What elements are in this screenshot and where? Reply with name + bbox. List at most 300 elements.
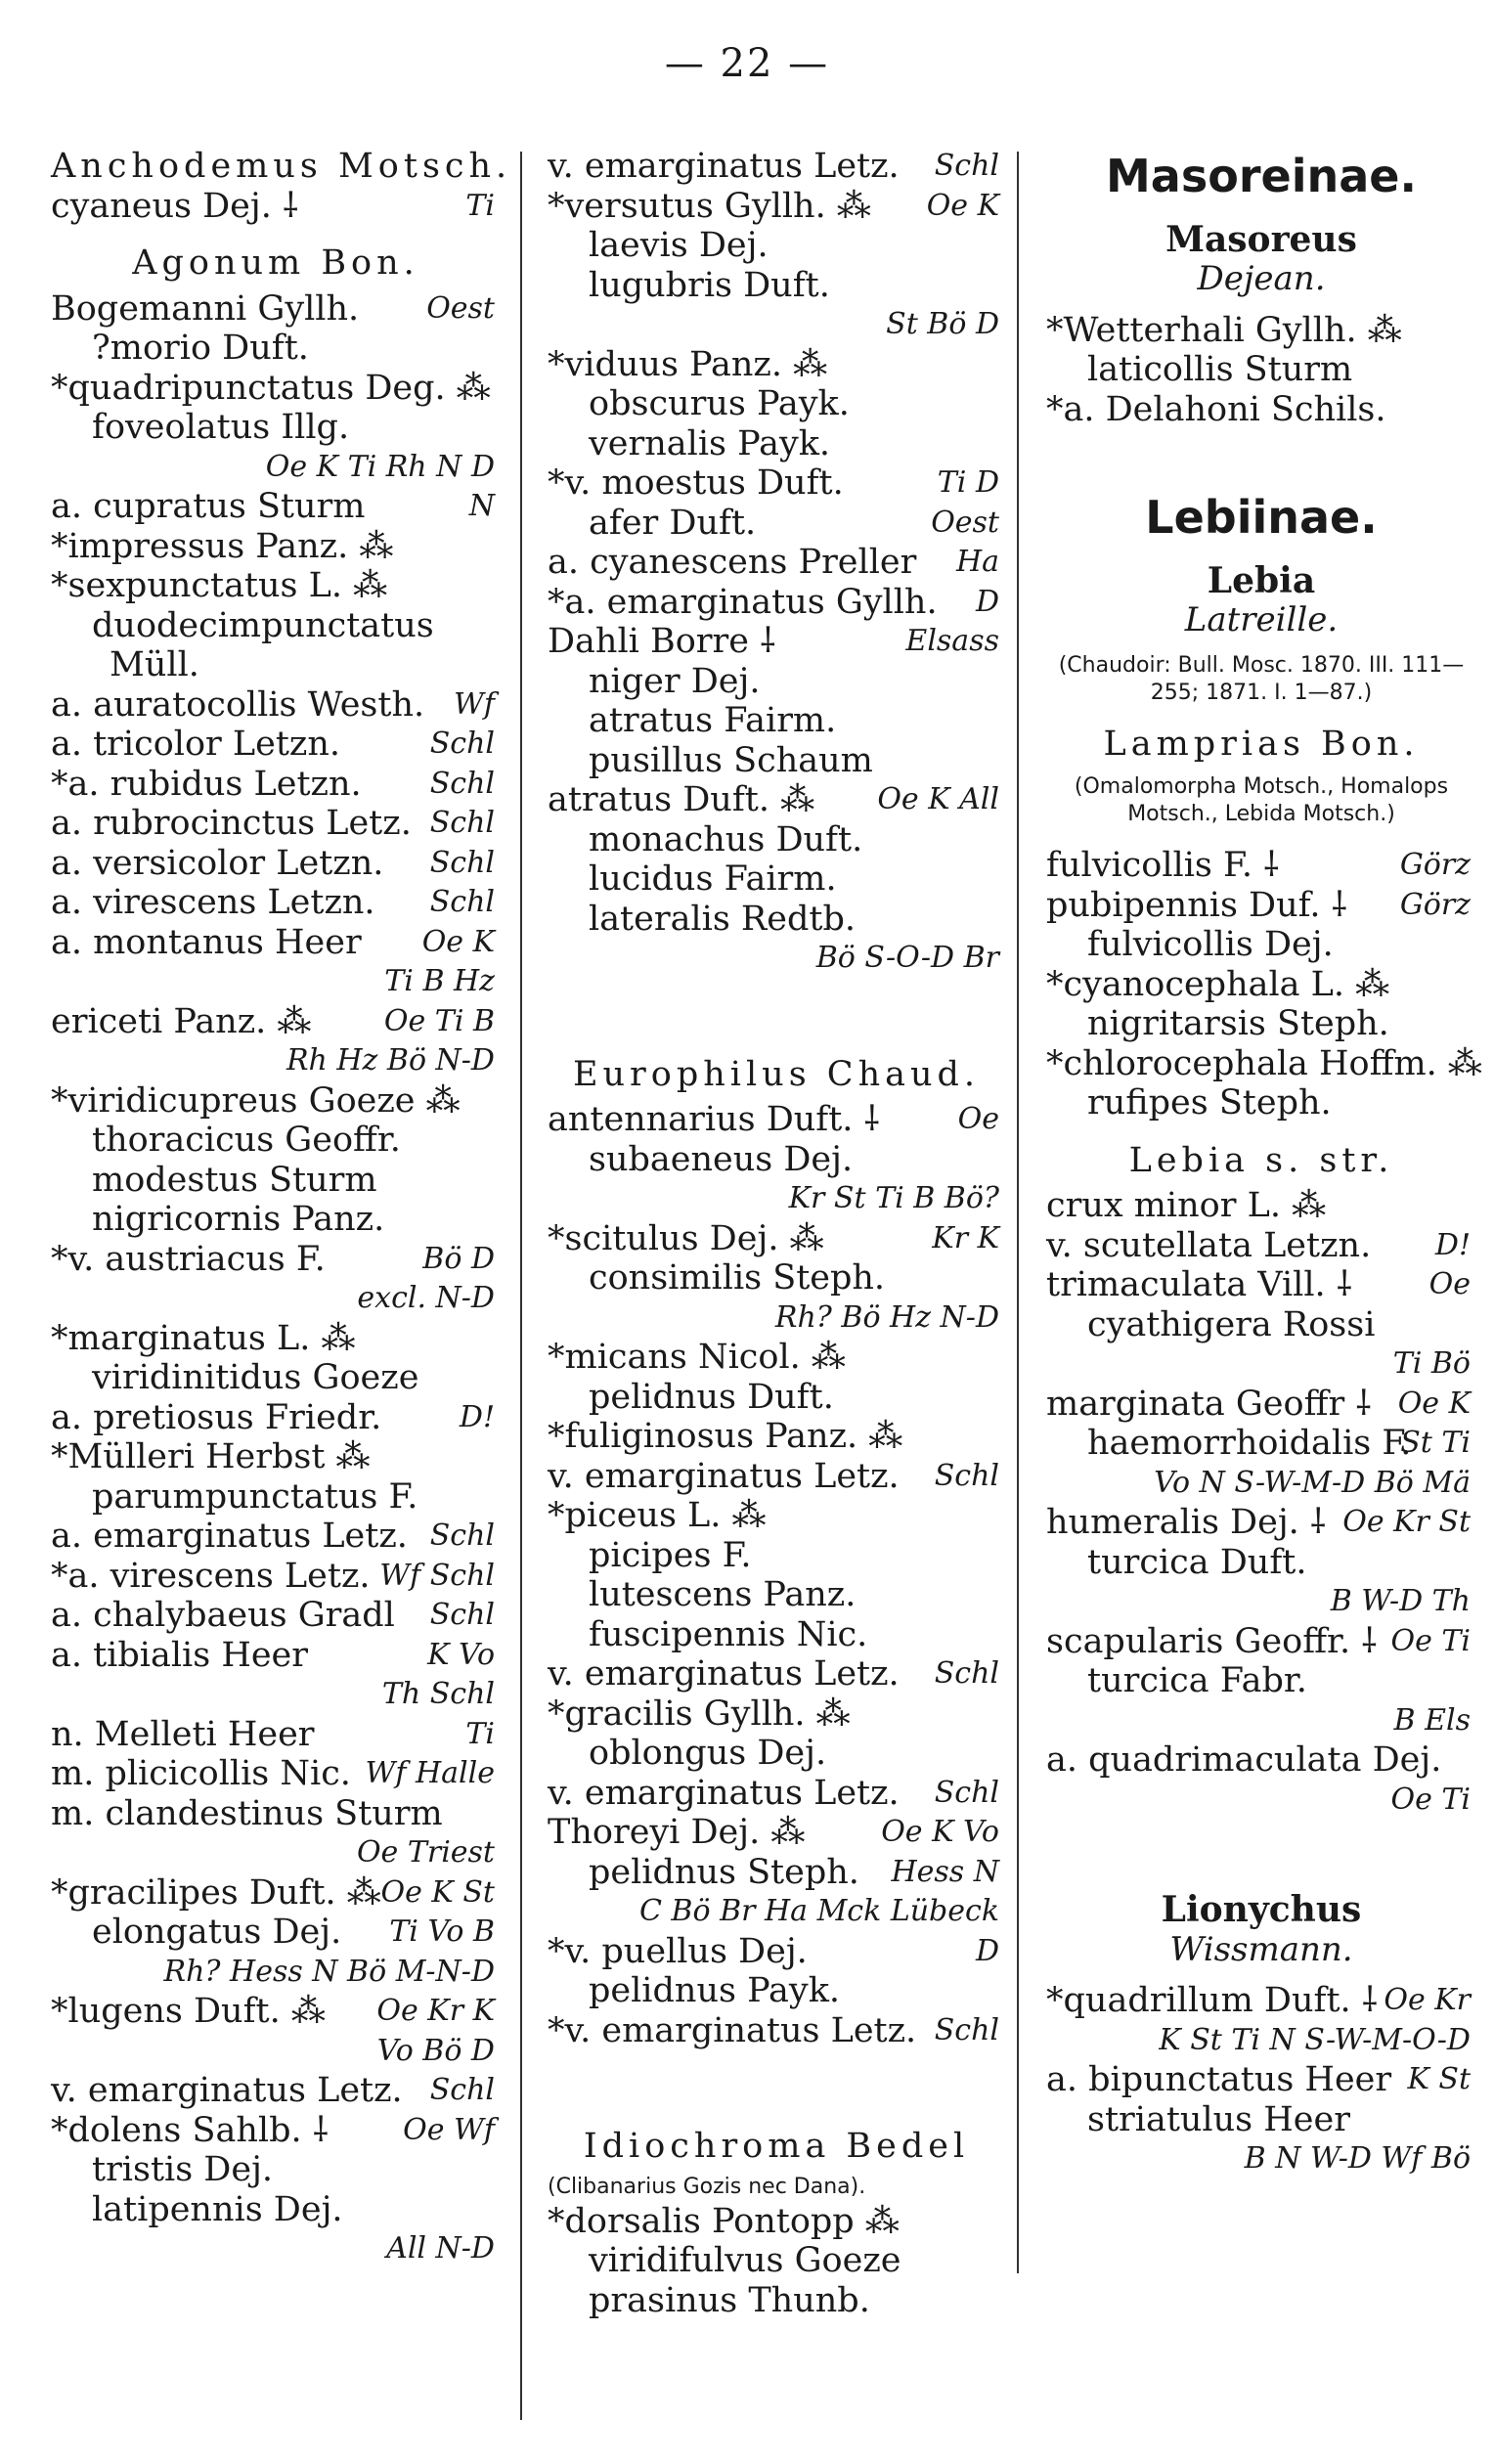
spacer <box>548 2050 1005 2109</box>
entry-text: ?morio Duft. <box>92 329 309 368</box>
entry-text: antennarius Duft. ⸸ <box>548 1100 880 1139</box>
synonym-entry <box>1046 1004 1476 1044</box>
species-entry <box>51 765 501 805</box>
entry-text: rufipes Steph. <box>1087 1083 1332 1122</box>
synonym-entry <box>51 1200 501 1240</box>
entry-text: Vo N S-W-M-D Bö Mä <box>1154 1465 1471 1500</box>
entry-text: ericeti Panz. ⁂ <box>51 1001 312 1041</box>
distribution-abbrev: Schl <box>429 726 495 761</box>
distribution-abbrev: Schl <box>934 2012 999 2047</box>
subfamily-heading <box>1046 150 1476 202</box>
entry-text: Agonum Bon. <box>132 243 419 283</box>
entry-text: afer Duft. <box>589 503 757 543</box>
species-entry <box>51 369 501 409</box>
entry-text: Lebia s. str. <box>1128 1140 1394 1180</box>
species-entry <box>548 583 1005 623</box>
entry-text: Oe K Ti Rh N D <box>265 449 495 484</box>
distribution-abbrev: Elsass <box>905 624 999 658</box>
entry-text: striatulus Heer <box>1087 2099 1350 2139</box>
distribution-abbrev: Oe K <box>1397 1386 1471 1421</box>
entry-text: scapularis Geoffr. ⸸ <box>1046 1621 1378 1661</box>
species-entry <box>1046 1265 1476 1305</box>
distribution-abbrev: Oe Kr K <box>376 1994 495 2028</box>
distribution-abbrev: Schl <box>934 149 999 183</box>
species-entry <box>51 1636 501 1676</box>
species-entry <box>1046 1503 1476 1543</box>
distribution-line <box>51 1833 501 1873</box>
distribution-line <box>1046 2139 1476 2179</box>
entry-text: *Wetterhali Gyllh. ⁂ <box>1046 310 1402 350</box>
entry-text: a. chalybaeus Gradl <box>51 1596 395 1635</box>
entry-text: laticollis Sturm <box>1087 350 1353 389</box>
species-entry <box>51 1081 501 1122</box>
species-entry <box>51 1517 501 1557</box>
synonym-entry <box>548 226 1005 266</box>
species-entry <box>548 1654 1005 1694</box>
species-entry <box>548 187 1005 227</box>
entry-text: Müll. <box>110 645 199 684</box>
synonym-entry <box>1046 925 1476 965</box>
species-entry <box>51 1557 501 1597</box>
entry-text: v. emarginatus Letz. <box>548 1654 900 1694</box>
synonym-entry <box>51 1358 501 1398</box>
entry-text: v. scutellata Letzn. <box>1046 1225 1372 1265</box>
author-line <box>1046 259 1476 299</box>
entry-text: *cyanocephala L. ⁂ <box>1046 964 1390 1004</box>
entry-text: lugubris Duft. <box>589 265 830 305</box>
distribution-line <box>1046 1781 1476 1821</box>
distribution-line <box>548 1892 1005 1932</box>
synonym-entry <box>51 645 501 685</box>
species-entry <box>1046 1385 1476 1425</box>
distribution-abbrev: Ti <box>465 188 495 223</box>
entry-text: Ti Bö <box>1392 1346 1471 1381</box>
entry-text: Thoreyi Dej. ⁂ <box>548 1813 806 1852</box>
distribution-line <box>1046 2021 1476 2061</box>
entry-text: lutescens Panz. <box>589 1575 857 1614</box>
entry-text: *quadripunctatus Deg. ⁂ <box>51 368 491 408</box>
distribution-abbrev: Oe Ti <box>1390 1623 1471 1658</box>
entry-text: lucidus Fairm. <box>589 859 837 899</box>
entry-text: Anchodemus Motsch. <box>51 147 512 186</box>
entry-text: atratus Fairm. <box>589 701 837 740</box>
entry-text: a. emarginatus Letz. <box>51 1517 408 1556</box>
entry-text: niger Dej. <box>589 661 761 701</box>
species-entry <box>1046 1981 1476 2021</box>
entry-text: *dorsalis Pontopp ⁂ <box>548 2201 900 2241</box>
entry-text: m. plicicollis Nic. <box>51 1754 351 1793</box>
distribution-abbrev: Wf Halle <box>365 1756 495 1790</box>
species-entry <box>548 2202 1005 2242</box>
synonym-entry <box>51 1913 501 1953</box>
synonym-entry <box>548 1258 1005 1298</box>
entry-text: a. versicolor Letzn. <box>51 843 384 883</box>
entry-text: Dejean. <box>1197 259 1326 298</box>
synonym-entry <box>548 820 1005 860</box>
distribution-abbrev: Oe K St <box>380 1874 495 1910</box>
entry-text: *viduus Panz. ⁂ <box>548 344 828 384</box>
entry-text: *piceus L. ⁂ <box>548 1496 767 1535</box>
distribution-abbrev: Oe Kr St <box>1342 1505 1471 1539</box>
species-entry <box>548 622 1005 662</box>
species-entry <box>1046 1226 1476 1266</box>
entry-text: a. tibialis Heer <box>51 1635 308 1675</box>
entry-text: vernalis Payk. <box>589 423 831 463</box>
entry-text: a. rubrocinctus Letz. <box>51 804 412 843</box>
spacer <box>548 979 1005 1037</box>
species-entry <box>1046 1186 1476 1226</box>
species-entry <box>548 1457 1005 1497</box>
synonym-entry <box>548 1140 1005 1180</box>
species-entry <box>1046 1043 1482 1084</box>
distribution-abbrev: K St <box>1407 2062 1471 2096</box>
distribution-line <box>51 448 501 488</box>
species-entry <box>51 685 501 726</box>
distribution-abbrev: Ti <box>465 1716 495 1751</box>
entry-text: v. emarginatus Letz. <box>548 1773 900 1813</box>
bibliographic-note <box>1046 773 1476 828</box>
entry-text: Bogemanni Gyllh. <box>51 288 360 329</box>
entry-text: *Mülleri Herbst ⁂ <box>51 1437 371 1476</box>
species-entry <box>51 1437 501 1477</box>
distribution-abbrev: Oe Ti B <box>383 1003 495 1038</box>
entry-text: Kr St Ti B Bö? <box>788 1181 999 1215</box>
entry-text: Bö S-O-D Br <box>815 941 999 975</box>
species-entry <box>51 883 501 923</box>
entry-text: *chlorocephala Hoffm. ⁂ <box>1046 1043 1482 1083</box>
distribution-abbrev: Schl <box>934 1656 999 1691</box>
entry-text: *gracilipes Duft. ⁂ <box>51 1872 381 1913</box>
distribution-abbrev: Oe K <box>926 188 999 223</box>
entry-text: pelidnus Steph. <box>589 1852 859 1892</box>
distribution-abbrev: D! <box>459 1399 495 1434</box>
column-1 <box>51 147 512 2269</box>
synonym-entry <box>548 2241 1005 2281</box>
species-entry <box>548 1694 1005 1735</box>
species-entry <box>1046 965 1476 1005</box>
synonym-entry <box>548 2281 1005 2321</box>
entry-text: Europhilus Chaud. <box>572 1054 981 1094</box>
entry-text: nigricornis Panz. <box>92 1200 385 1239</box>
entry-text: fulvicollis F. ⸸ <box>1046 846 1280 885</box>
distribution-abbrev: Schl <box>429 2073 495 2107</box>
distribution-line <box>51 962 501 1002</box>
species-entry <box>51 1754 501 1794</box>
distribution-line <box>51 1279 501 1319</box>
synonym-entry <box>548 1615 1005 1655</box>
distribution-abbrev: Oe K All <box>877 782 999 816</box>
entry-text: v. emarginatus Letz. <box>548 147 900 186</box>
synonym-entry <box>1046 1083 1476 1123</box>
entry-text: Latreille. <box>1184 600 1339 639</box>
species-entry <box>51 923 501 963</box>
author-line <box>1046 1930 1476 1970</box>
synonym-entry <box>548 384 1005 424</box>
distribution-abbrev: Bö D <box>422 1241 495 1276</box>
column-rule <box>1017 152 1019 2273</box>
distribution-abbrev: Oe K <box>421 924 495 959</box>
synonym-entry <box>548 900 1005 940</box>
species-entry <box>1046 2060 1476 2100</box>
distribution-line <box>548 1298 1005 1339</box>
entry-text: *a. virescens Letz. <box>51 1556 371 1596</box>
species-entry <box>548 2011 1005 2051</box>
entry-text: Rh Hz Bö N-D <box>286 1043 495 1078</box>
distribution-abbrev: Schl <box>429 1518 495 1553</box>
synonym-entry <box>548 1971 1005 2011</box>
entry-text: *dolens Sahlb. ⸸ <box>51 2110 330 2150</box>
entry-text: (Chaudoir: Bull. Mosc. 1870. III. 111—255; 1871. I. 1—87.) <box>1058 652 1465 705</box>
entry-text: Th Schl <box>381 1677 495 1711</box>
synonym-entry <box>548 424 1005 464</box>
entry-text: picipes F. <box>589 1535 752 1575</box>
species-entry <box>548 1932 1005 1972</box>
column-rule <box>520 152 522 2420</box>
entry-text: crux minor L. ⁂ <box>1046 1186 1327 1225</box>
entry-text: Lebia <box>1207 559 1316 601</box>
entry-text: laevis Dej. <box>589 226 769 265</box>
spacer <box>1046 1820 1476 1878</box>
entry-text: thoracicus Geoffr. <box>92 1121 401 1160</box>
species-entry <box>51 289 501 330</box>
entry-text: nigritarsis Steph. <box>1087 1004 1389 1043</box>
entry-text: *micans Nicol. ⁂ <box>548 1338 846 1377</box>
entry-text: lateralis Redtb. <box>589 899 856 939</box>
species-entry <box>548 780 1005 820</box>
column-3 <box>1046 147 1482 2179</box>
entry-text: oblongus Dej. <box>589 1734 827 1773</box>
entry-text: pelidnus Duft. <box>589 1377 834 1417</box>
species-entry <box>51 1002 501 1042</box>
entry-text: turcica Duft. <box>1087 1542 1307 1582</box>
synonym-entry <box>548 1575 1005 1615</box>
entry-text: *v. emarginatus Letz. <box>548 2010 917 2050</box>
distribution-abbrev: Oe Wf <box>403 2112 495 2147</box>
author-line <box>1046 600 1476 640</box>
species-entry <box>51 527 501 567</box>
distribution-line <box>51 2032 501 2072</box>
distribution-abbrev: Oest <box>931 505 999 540</box>
distribution-abbrev: K Vo <box>427 1637 495 1672</box>
entry-text: fulvicollis Dej. <box>1087 925 1334 964</box>
entry-text: K St Ti N S-W-M-O-D <box>1159 2022 1471 2057</box>
entry-text: a. bipunctatus Heer <box>1046 2060 1392 2099</box>
entry-text: Wissmann. <box>1169 1929 1353 1969</box>
distribution-abbrev: Schl <box>429 845 495 880</box>
entry-text: *sexpunctatus L. ⁂ <box>51 566 388 605</box>
species-entry <box>548 345 1005 385</box>
species-entry <box>51 1240 501 1280</box>
entry-text: Rh? Bö Hz N-D <box>774 1299 999 1335</box>
entry-text: a. montanus Heer <box>51 922 362 962</box>
distribution-line <box>1046 1344 1476 1385</box>
species-entry <box>548 1496 1005 1536</box>
entry-text: a. tricolor Letzn. <box>51 725 341 764</box>
distribution-line <box>548 1179 1005 1219</box>
synonym-entry <box>51 1121 501 1161</box>
distribution-abbrev: N <box>468 489 495 523</box>
entry-text: *impressus Panz. ⁂ <box>51 526 394 566</box>
species-entry <box>51 1794 501 1834</box>
distribution-abbrev: Oe <box>957 1102 999 1136</box>
distribution-abbrev: Oe K Vo <box>881 1815 999 1849</box>
distribution-line <box>51 1675 501 1715</box>
distribution-abbrev: Wf Schl <box>379 1558 495 1593</box>
species-entry <box>51 844 501 884</box>
entry-text: *scitulus Dej. ⁂ <box>548 1218 824 1258</box>
entry-text: Dahli Borre ⸸ <box>548 622 776 661</box>
distribution-abbrev: Schl <box>429 885 495 919</box>
synonym-entry <box>548 504 1005 544</box>
species-entry <box>1046 886 1476 926</box>
genus-heading <box>1046 1141 1476 1181</box>
species-entry <box>51 1992 501 2032</box>
synonym-entry <box>51 606 501 646</box>
synonym-entry <box>548 1734 1005 1774</box>
distribution-line <box>1046 1701 1476 1741</box>
entry-text: Rh? Hess N Bö M-N-D <box>163 1954 495 1989</box>
entry-text: excl. N-D <box>357 1281 495 1315</box>
entry-text: Masoreus <box>1165 218 1357 260</box>
distribution-abbrev: Schl <box>429 766 495 801</box>
entry-text: Oe Triest <box>356 1835 495 1870</box>
distribution-abbrev: Görz <box>1399 887 1471 922</box>
species-entry <box>548 1417 1005 1457</box>
species-entry <box>1046 1622 1476 1662</box>
entry-text: *quadrillum Duft. ⸸ <box>1046 1981 1379 2020</box>
entry-text: obscurus Payk. <box>589 384 850 423</box>
genus-heading <box>1046 220 1476 260</box>
entry-text: a. auratocollis Westh. <box>51 684 425 725</box>
distribution-abbrev: Oe Kr <box>1384 1983 1471 2017</box>
genus-heading <box>51 147 512 187</box>
entry-text: St Bö D <box>886 307 999 341</box>
genus-heading <box>1046 561 1476 601</box>
entry-text: Lebiinae. <box>1145 491 1378 544</box>
species-entry <box>548 147 1005 187</box>
entry-text: (Clibanarius Gozis nec Dana). <box>548 2174 866 2199</box>
synonym-entry <box>548 662 1005 702</box>
entry-text: All N-D <box>386 2231 495 2266</box>
subfamily-heading <box>1046 491 1476 544</box>
distribution-abbrev: Görz <box>1399 848 1471 882</box>
entry-text: *v. austriacus F. <box>51 1239 326 1279</box>
distribution-abbrev: Hess N <box>891 1854 999 1889</box>
species-entry <box>51 2071 501 2111</box>
entry-text: monachus Duft. <box>589 819 863 859</box>
entry-text: Lionychus <box>1161 1889 1362 1930</box>
entry-text: *viridicupreus Goeze ⁂ <box>51 1080 461 1121</box>
species-entry <box>51 1596 501 1636</box>
species-entry <box>51 487 501 527</box>
genus-heading <box>548 1055 1005 1095</box>
species-entry <box>548 1338 1005 1378</box>
synonym-entry <box>1046 1543 1476 1583</box>
entry-text: n. Melleti Heer <box>51 1714 315 1754</box>
species-entry <box>51 725 501 765</box>
entry-text: *lugens Duft. ⁂ <box>51 1992 326 2031</box>
entry-text: a. cyanescens Preller <box>548 543 917 582</box>
spacer <box>1046 429 1476 488</box>
species-entry <box>548 543 1005 583</box>
distribution-line <box>1046 1582 1476 1622</box>
entry-text: duodecimpunctatus <box>92 605 434 645</box>
entry-text: *a. emarginatus Gyllh. <box>548 582 938 622</box>
synonym-entry <box>548 859 1005 900</box>
distribution-abbrev: Oe <box>1428 1267 1471 1301</box>
synonym-entry <box>548 701 1005 741</box>
distribution-line <box>51 1041 501 1081</box>
entry-text: consimilis Steph. <box>589 1258 886 1298</box>
species-entry <box>51 1398 501 1438</box>
distribution-abbrev: Ti Vo B <box>389 1914 495 1949</box>
species-entry <box>1046 311 1476 351</box>
entry-text: Masoreinae. <box>1106 150 1417 202</box>
species-entry <box>1046 846 1476 886</box>
genus-heading <box>1046 725 1476 765</box>
synonym-entry <box>51 329 501 369</box>
species-entry <box>548 463 1005 504</box>
synonym-entry <box>548 266 1005 306</box>
entry-text: cyathigera Rossi <box>1087 1304 1376 1344</box>
species-entry <box>548 1774 1005 1814</box>
entry-text: pubipennis Duf. ⸸ <box>1046 885 1348 925</box>
species-entry <box>51 2111 501 2151</box>
entry-text: prasinus Thunb. <box>589 2280 870 2320</box>
entry-text: a. cupratus Sturm <box>51 487 366 526</box>
species-entry <box>51 1873 501 1914</box>
distribution-line <box>51 1953 501 1993</box>
distribution-abbrev: D <box>975 584 999 619</box>
distribution-abbrev: D! <box>1434 1227 1471 1262</box>
synonym-entry <box>1046 2100 1476 2140</box>
genus-heading <box>51 243 501 284</box>
distribution-abbrev: Ha <box>955 545 999 579</box>
entry-text: humeralis Dej. ⸸ <box>1046 1503 1327 1542</box>
distribution-abbrev: Kr K <box>932 1220 999 1255</box>
entry-text: a. quadrimaculata Dej. <box>1046 1740 1442 1780</box>
entry-text: subaeneus Dej. <box>589 1139 854 1179</box>
entry-text: *fuliginosus Panz. ⁂ <box>548 1417 903 1456</box>
entry-text: fuscipennis Nic. <box>589 1614 868 1654</box>
distribution-abbrev: Schl <box>934 1775 999 1810</box>
distribution-abbrev: St Ti <box>1400 1426 1471 1460</box>
column-2 <box>548 147 1005 2320</box>
entry-text: marginata Geoffr ⸸ <box>1046 1384 1372 1424</box>
genus-heading <box>548 2127 1005 2167</box>
species-entry <box>51 566 501 606</box>
entry-text: pusillus Schaum <box>589 740 873 780</box>
synonym-entry <box>548 741 1005 781</box>
synonym-entry <box>51 1161 501 1201</box>
entry-text: foveolatus Illg. <box>92 408 350 447</box>
entry-text: elongatus Dej. <box>92 1913 342 1952</box>
entry-text: Oe Ti <box>1390 1782 1471 1817</box>
entry-text: Lamprias Bon. <box>1103 724 1420 764</box>
entry-text: v. emarginatus Letz. <box>548 1456 900 1496</box>
entry-text: *gracilis Gyllh. ⁂ <box>548 1694 851 1734</box>
entry-text: viridifulvus Goeze <box>589 2241 901 2280</box>
bibliographic-note <box>1046 652 1476 707</box>
entry-text: a. pretiosus Friedr. <box>51 1397 382 1437</box>
entry-text: B N W-D Wf Bö <box>1244 2141 1471 2176</box>
entry-text: v. emarginatus Letz. <box>51 2071 403 2110</box>
entry-text: turcica Fabr. <box>1087 1661 1307 1700</box>
entry-text: *a. Delahoni Schils. <box>1046 389 1386 429</box>
synonym-entry <box>548 1536 1005 1576</box>
synonym-entry <box>51 2190 501 2230</box>
synonym-entry <box>1046 1424 1476 1464</box>
